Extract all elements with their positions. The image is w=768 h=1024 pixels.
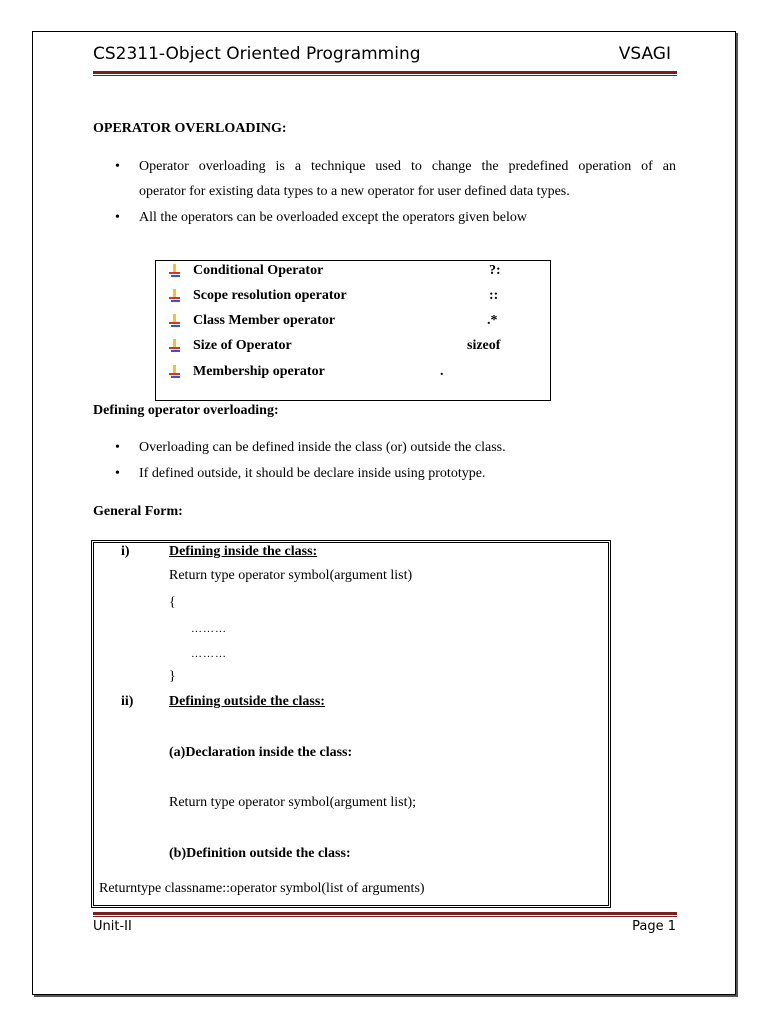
declaration-title: (a)Declaration inside the class: [169, 745, 353, 760]
bullet-marker: • [115, 440, 120, 455]
arrow-down-icon [168, 264, 182, 278]
arrow-down-icon [168, 365, 182, 379]
general-form-title: General Form: [93, 504, 183, 519]
outside-number: ii) [121, 694, 134, 709]
operator-symbol: :: [489, 288, 499, 303]
defining-bullet-2: If defined outside, it should be declare inside using prototype. [139, 466, 486, 481]
page-header [93, 44, 677, 70]
body-placeholder: ……… [191, 623, 227, 635]
bullet-marker: • [115, 159, 120, 174]
operator-row [156, 337, 552, 357]
intro-bullet-1-line-1: Operator overloading is a technique used to change the predefined operation of an [139, 159, 676, 174]
footer-rule [93, 912, 677, 917]
open-brace: { [169, 595, 176, 610]
defining-title: Defining operator overloading: [93, 403, 279, 418]
bullet-marker: • [115, 466, 120, 481]
excluded-operators-box [155, 260, 551, 401]
operator-symbol: sizeof [467, 338, 501, 353]
operator-name: Size of Operator [193, 338, 292, 353]
close-brace: } [169, 669, 176, 684]
arrow-down-icon [168, 314, 182, 328]
operator-name: Membership operator [193, 364, 325, 379]
operator-row [156, 363, 552, 383]
outside-title: Defining outside the class: [169, 694, 325, 709]
author-name: VSAGI [618, 44, 671, 64]
operator-name: Conditional Operator [193, 263, 324, 278]
page-number: Page 1 [632, 919, 676, 934]
intro-bullet-1-line-2: operator for existing data types to a new operator for user defined data types. [139, 184, 570, 199]
arrow-down-icon [168, 289, 182, 303]
operator-symbol: .* [487, 313, 498, 328]
operator-row [156, 287, 552, 307]
operator-name: Class Member operator [193, 313, 336, 328]
inside-signature: Return type operator symbol(argument list) [169, 568, 413, 583]
definition-signature: Returntype classname::operator symbol(list of arguments) [99, 881, 425, 896]
inside-title: Defining inside the class: [169, 544, 318, 559]
body-placeholder: ……… [191, 648, 227, 660]
unit-label: Unit-II [93, 919, 132, 934]
inside-number: i) [121, 544, 130, 559]
course-title: CS2311-Object Oriented Programming [93, 44, 421, 64]
operator-symbol: ?: [489, 263, 501, 278]
declaration-signature: Return type operator symbol(argument list); [169, 795, 417, 810]
operator-symbol: . [440, 364, 444, 379]
operator-row [156, 312, 552, 332]
arrow-down-icon [168, 339, 182, 353]
intro-bullet-2: All the operators can be overloaded except the operators given below [139, 210, 527, 225]
defining-bullet-1: Overloading can be defined inside the class (or) outside the class. [139, 440, 506, 455]
definition-title: (b)Definition outside the class: [169, 846, 351, 861]
operator-name: Scope resolution operator [193, 288, 347, 303]
bullet-marker: • [115, 210, 120, 225]
header-rule [93, 71, 677, 76]
operator-row [156, 262, 552, 282]
section-title: OPERATOR OVERLOADING: [93, 121, 287, 136]
